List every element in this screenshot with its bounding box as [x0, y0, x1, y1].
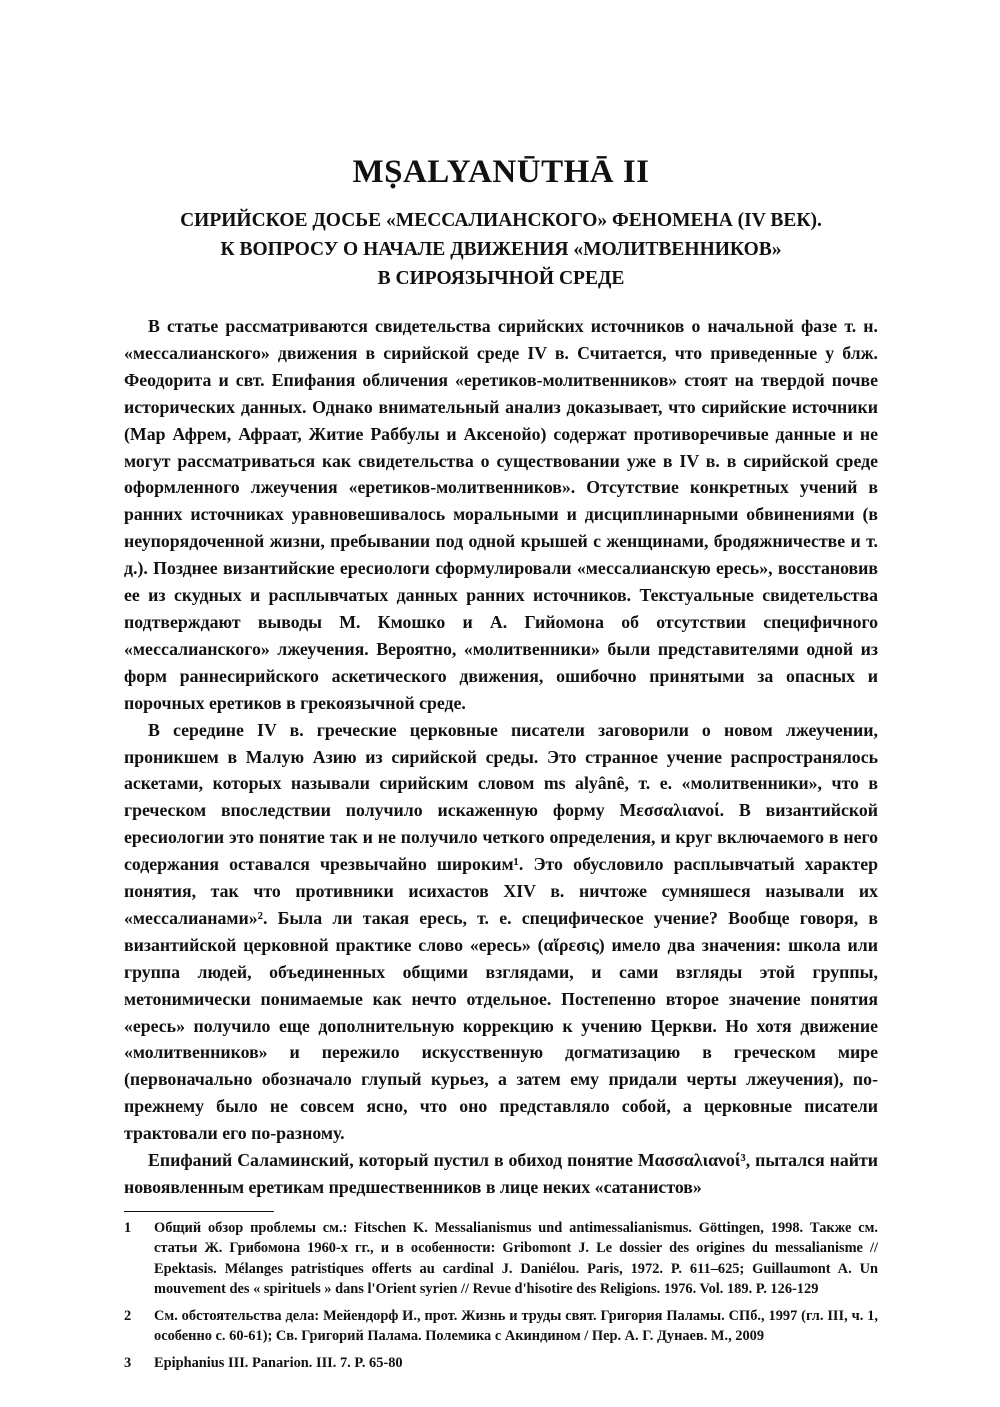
footnote [124, 1218, 878, 1300]
footnote [124, 1353, 878, 1374]
subtitle-line: К ВОПРОСУ О НАЧАЛЕ ДВИЖЕНИЯ «МОЛИТВЕННИКОВ» [220, 239, 782, 260]
body-paragraph: Епифаний Саламинский, который пустил в обиход понятие Μασσαλιανοί³, пытался найти новоявленным еретикам предшественников в лице неких «сатанистов» [124, 1150, 878, 1197]
article-title: MṢALYANŪTHĀ II [352, 154, 650, 190]
body-paragraph: В середине IV в. греческие церковные писатели заговорили о новом лжеучении, проникшем в Малую Азию из сирийской среды. Это странное учение распространялось аскетами, которых называли сирийским словом ms alyânê, т. е. «молитвенники», что в греческом впоследствии получило искаженную форму Μεσσαλιανοί. В византийской ересиологии это понятие так и не получило четкого определения, и круг включаемого в него содержания оставался чрезвычайно широким¹. Это обусловило расплывчатый характер понятия, так что противники исихастов XIV в. ничтоже сумняшеся называли их «мессалианами»². Была ли такая ересь, т. е. специфическое учение? Вообще говоря, в византийской церковной практике слово «ересь» (αἵρεσις) имело два значения: школа или группа людей, объединенных общими взглядами, и сами взгляды этой группы, метонимически понимаемые как нечто отдельное. Постепенно второе значение понятия «ересь» получило еще дополнительную коррекцию к учению Церкви. Но хотя движение «молитвенников» и пережило искусственную догматизацию в греческом мире (первоначально обозначало глупый курьез, а затем ему придали черты лжеучения), по-прежнему было не совсем ясно, что оно представляло собой, а церковные писатели трактовали его по-разному. [124, 719, 878, 1144]
subtitle-line: В СИРОЯЗЫЧНОЙ СРЕДЕ [377, 268, 625, 289]
footnote-divider [124, 1211, 274, 1212]
footnote-number: 1 [124, 1219, 132, 1236]
article-subtitle [124, 206, 878, 293]
footnote-text: Общий обзор проблемы см.: Fitschen K. Messalianismus und antimessalianismus. Göttingen, 1998. Также см. статьи Ж. Грибомона 1960-х гг., и в особенности: Gribomont J. Le dossier des origines du messalianisme // Epektasis. Mélanges patristiques offerts au cardinal J. Daniélou. Paris, 1972. P. 611–625; Guillaumont A. Un mouvement des « spirituels » dans l'Orient syrien // Revue d'hisotire des Religions. 1976. Vol. 189. P. 126-129 [154, 1219, 878, 1298]
footnotes [124, 1218, 878, 1374]
subtitle-line: СИРИЙСКОЕ ДОСЬЕ «МЕССАЛИАНСКОГО» ФЕНОМЕНА (IV ВЕК). [180, 210, 822, 231]
footnote-text: См. обстоятельства дела: Мейендорф И., прот. Жизнь и труды свят. Григория Паламы. СПб., 1997 (гл. III, ч. 1, особенно с. 60-61); Св. Григорий Палама. Полемика с Акиндином / Пер. А. Г. Дунаев. М., 2009 [154, 1307, 878, 1345]
footnote [124, 1306, 878, 1347]
footnote-number: 2 [124, 1307, 132, 1324]
footnote-text: Epiphanius III. Panarion. III. 7. P. 65-80 [154, 1354, 403, 1371]
footnote-number: 3 [124, 1354, 132, 1371]
abstract-paragraph: В статье рассматриваются свидетельства сирийских источников о начальной фазе т. н. «мессалианского» движения в сирийской среде IV в. Считается, что приведенные у блж. Феодорита и свт. Епифания обличения «еретиков-молитвенников» стоят на твердой почве исторических данных. Однако внимательный анализ доказывает, что сирийские источники (Мар Афрем, Афраат, Житие Раббулы и Аксенойо) содержат противоречивые данные и не могут рассматриваться как свидетельства о существовании уже в IV в. в сирийской среде оформленного лжеучения «еретиков-молитвенников». Отсутствие конкретных учений в ранних источниках уравновешивалось моральными и дисциплинарными обвинениями (в неупорядоченной жизни, пребывании под одной крышей с женщинами, бродяжничестве и т. д.). Позднее византийские ересиологи сформулировали «мессалианскую ересь», восстановив ее из скудных и расплывчатых данных ранних источников. Текстуальные свидетельства подтверждают выводы М. Кмошко и А. Гийомона об отсутствии специфичного «мессалианского» лжеучения. Вероятно, «молитвенники» были представителями одной из форм раннесирийского аскетического движения, ошибочно принятыми за опасных и порочных еретиков в грекоязычной среде. [124, 316, 878, 713]
